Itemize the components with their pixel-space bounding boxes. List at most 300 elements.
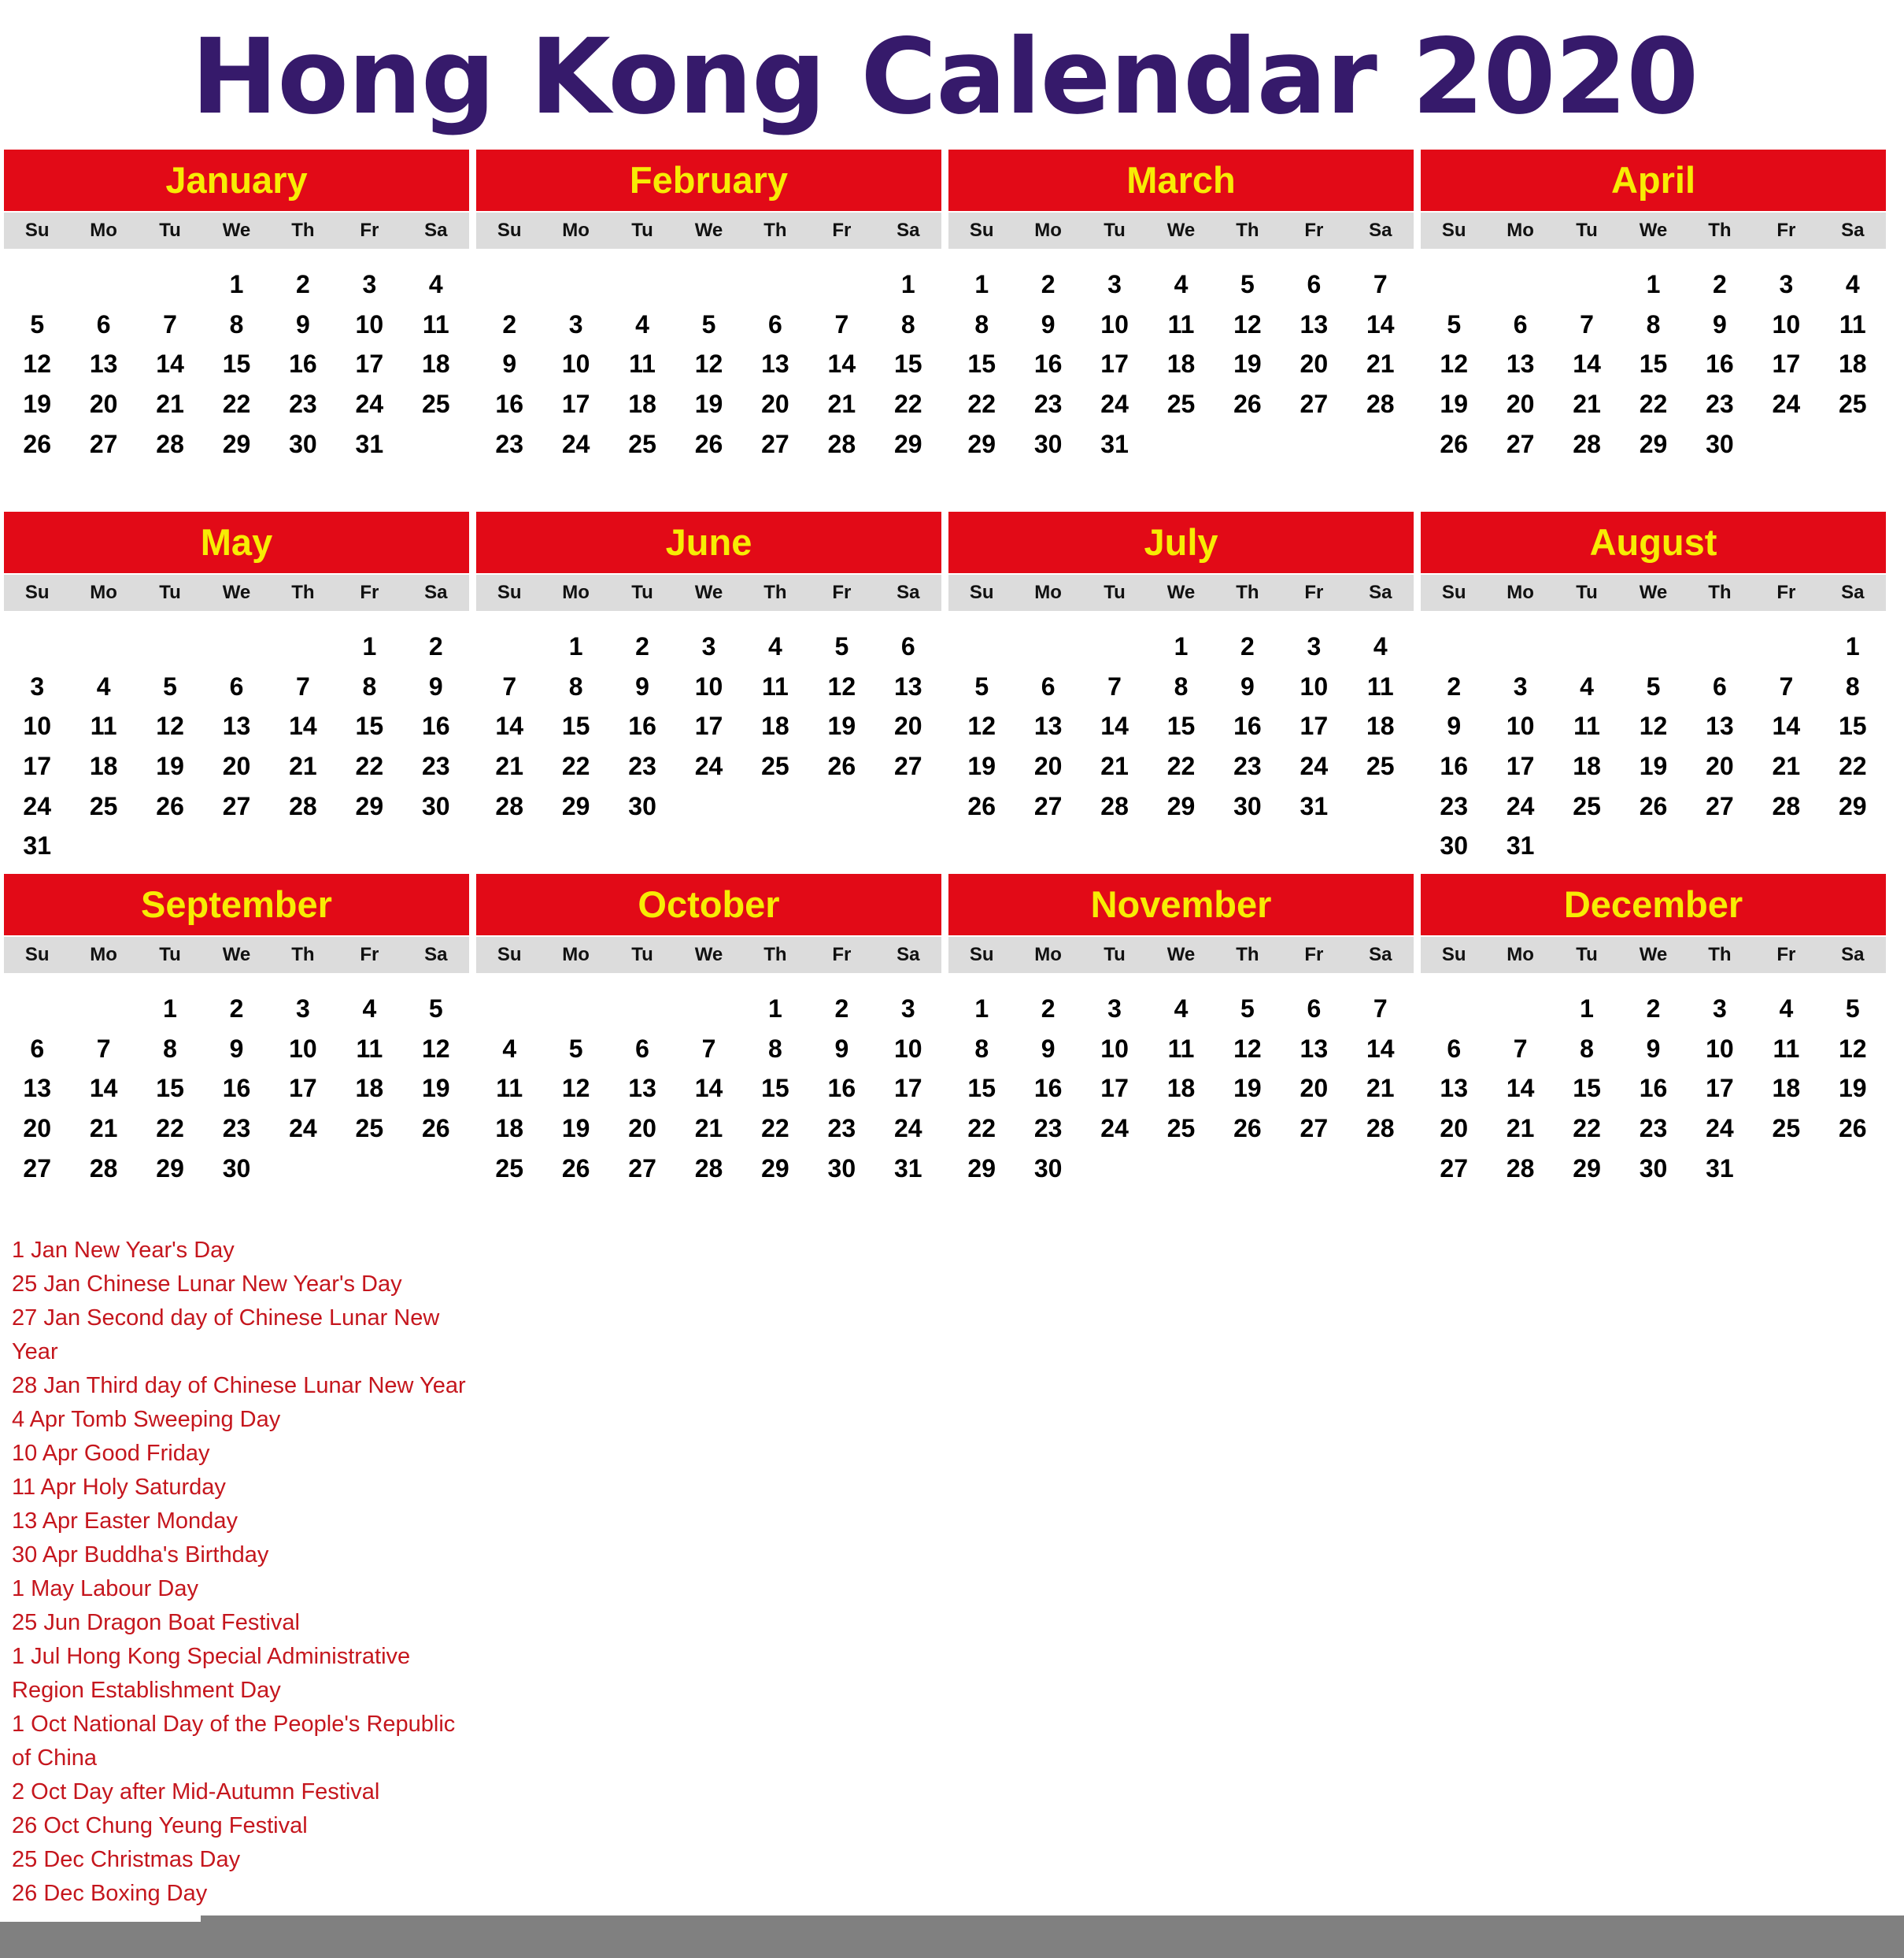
day-cell: 24 xyxy=(893,1114,922,1143)
day-cell: 2 xyxy=(1713,270,1727,298)
day-cell: 14 xyxy=(827,350,856,379)
day-blank xyxy=(270,627,336,667)
day-cell: 5 xyxy=(30,309,45,339)
day-cell: 4 xyxy=(362,994,377,1023)
day-cell: 26 xyxy=(827,752,856,781)
day-cell: 21 xyxy=(1506,1114,1535,1143)
day-blank xyxy=(1554,627,1620,667)
day-blank xyxy=(4,265,70,305)
day-cell: 7 xyxy=(1580,309,1594,339)
day-cell: 27 xyxy=(1506,429,1535,458)
day-cell: 11 xyxy=(1167,1034,1195,1063)
weekday-label: Tu xyxy=(1104,582,1126,603)
day-cell: 7 xyxy=(1779,672,1794,701)
day-cell: 13 xyxy=(1506,350,1535,379)
day-blank xyxy=(70,989,136,1029)
day-cell: 1 xyxy=(163,994,177,1023)
day-cell: 29 xyxy=(355,791,384,820)
day-cell: 16 xyxy=(1440,752,1468,781)
month-january xyxy=(4,150,469,512)
day-cell: 24 xyxy=(1506,791,1535,820)
weekday-label: Th xyxy=(763,944,787,965)
weekday-label: Fr xyxy=(360,582,379,603)
day-cell: 28 xyxy=(1573,429,1601,458)
holiday-item: 30 Apr Buddha's Birthday xyxy=(12,1542,269,1568)
day-blank xyxy=(808,265,874,305)
weekday-label: Su xyxy=(497,582,522,603)
day-blank xyxy=(4,627,70,667)
day-grid xyxy=(476,989,941,1188)
day-cell: 3 xyxy=(296,994,310,1023)
day-cell: 29 xyxy=(222,429,251,458)
weekday-header-row xyxy=(948,937,1414,973)
day-cell: 11 xyxy=(1167,309,1195,339)
day-cell: 23 xyxy=(421,752,450,781)
day-cell: 4 xyxy=(635,309,649,339)
day-cell: 1 xyxy=(229,270,244,298)
month-name: June xyxy=(476,512,941,573)
holiday-item: 26 Dec Boxing Day xyxy=(12,1881,208,1906)
day-blank xyxy=(137,265,203,305)
day-cell: 19 xyxy=(23,390,51,419)
day-blank xyxy=(476,265,542,305)
day-cell: 24 xyxy=(694,752,723,781)
day-cell: 9 xyxy=(1240,672,1255,701)
day-blank xyxy=(609,989,675,1029)
day-cell: 30 xyxy=(1440,831,1468,861)
holiday-item: 2 Oct Day after Mid-Autumn Festival xyxy=(12,1779,380,1804)
weekday-label: We xyxy=(694,582,723,603)
day-cell: 20 xyxy=(893,712,922,741)
weekday-label: Tu xyxy=(159,220,181,241)
day-blank xyxy=(1487,265,1553,305)
day-cell: 4 xyxy=(1779,994,1794,1023)
day-cell: 15 xyxy=(893,350,922,379)
day-cell: 10 xyxy=(1100,1034,1129,1063)
day-cell: 28 xyxy=(495,791,523,820)
day-cell: 8 xyxy=(362,672,377,701)
day-cell: 23 xyxy=(1639,1114,1668,1143)
holiday-list xyxy=(12,1234,468,1922)
day-blank xyxy=(476,627,542,667)
bottom-bar xyxy=(0,1915,1904,1958)
day-cell: 15 xyxy=(1573,1074,1601,1103)
day-cell: 22 xyxy=(355,752,384,781)
day-cell: 7 xyxy=(701,1034,716,1063)
day-cell: 12 xyxy=(561,1074,590,1103)
day-cell: 20 xyxy=(1300,350,1329,379)
day-cell: 27 xyxy=(1033,791,1063,820)
day-cell: 10 xyxy=(1706,1034,1734,1063)
day-cell: 2 xyxy=(834,994,849,1023)
weekday-header-row xyxy=(4,213,469,249)
day-cell: 19 xyxy=(156,752,184,781)
day-cell: 3 xyxy=(30,672,45,701)
weekday-label: Th xyxy=(291,944,315,965)
day-cell: 30 xyxy=(289,429,317,458)
day-blank xyxy=(203,627,269,667)
day-cell: 1 xyxy=(974,270,989,298)
day-cell: 7 xyxy=(163,309,177,339)
holiday-item: 25 Dec Christmas Day xyxy=(12,1847,241,1872)
weekday-label: Mo xyxy=(562,582,590,603)
day-cell: 27 xyxy=(628,1153,656,1183)
weekday-label: We xyxy=(1166,582,1196,603)
weekday-label: Tu xyxy=(1576,944,1598,965)
day-grid xyxy=(476,627,941,826)
day-cell: 14 xyxy=(694,1074,723,1103)
day-cell: 5 xyxy=(428,994,443,1023)
day-cell: 15 xyxy=(222,350,251,379)
day-cell: 29 xyxy=(1573,1153,1601,1183)
day-cell: 8 xyxy=(900,309,915,339)
holiday-item: 11 Apr Holy Saturday xyxy=(12,1475,226,1500)
weekday-label: Th xyxy=(1236,220,1259,241)
day-blank xyxy=(137,627,203,667)
day-cell: 27 xyxy=(1300,390,1329,419)
day-cell: 12 xyxy=(421,1034,450,1063)
day-cell: 10 xyxy=(694,672,723,701)
weekday-label: Mo xyxy=(562,944,590,965)
day-cell: 26 xyxy=(1233,390,1262,419)
weekday-label: Th xyxy=(763,582,787,603)
day-cell: 19 xyxy=(1639,752,1668,781)
weekday-label: Mo xyxy=(1034,944,1062,965)
day-cell: 9 xyxy=(1713,309,1727,339)
day-cell: 5 xyxy=(701,309,716,339)
day-cell: 19 xyxy=(421,1074,450,1103)
day-cell: 10 xyxy=(893,1034,922,1063)
day-cell: 23 xyxy=(628,752,656,781)
day-cell: 12 xyxy=(1639,712,1668,741)
weekday-label: Fr xyxy=(832,582,852,603)
weekday-label: Fr xyxy=(1776,944,1796,965)
day-cell: 31 xyxy=(23,831,51,861)
day-cell: 11 xyxy=(1573,712,1600,741)
day-blank xyxy=(70,627,136,667)
day-cell: 27 xyxy=(1706,791,1734,820)
day-cell: 12 xyxy=(1838,1034,1867,1063)
day-cell: 3 xyxy=(900,994,915,1023)
day-cell: 21 xyxy=(156,390,184,419)
day-cell: 15 xyxy=(561,712,590,741)
day-cell: 11 xyxy=(629,350,656,379)
day-cell: 6 xyxy=(900,632,915,661)
day-grid xyxy=(1421,989,1886,1188)
day-cell: 25 xyxy=(1166,1114,1196,1143)
day-cell: 26 xyxy=(1639,791,1668,820)
weekday-label: Su xyxy=(1441,582,1466,603)
holiday-item: 25 Jun Dragon Boat Festival xyxy=(12,1610,300,1635)
day-blank xyxy=(542,989,608,1029)
day-cell: 21 xyxy=(1366,1074,1395,1103)
weekday-label: Su xyxy=(24,944,50,965)
day-cell: 9 xyxy=(229,1034,244,1063)
holiday-item: 13 Apr Easter Monday xyxy=(12,1508,238,1534)
day-cell: 28 xyxy=(694,1153,723,1183)
day-cell: 8 xyxy=(974,309,989,339)
day-grid xyxy=(948,627,1414,826)
day-cell: 25 xyxy=(421,390,450,419)
day-cell: 25 xyxy=(761,752,789,781)
day-cell: 24 xyxy=(561,429,590,458)
day-cell: 10 xyxy=(1506,712,1535,741)
weekday-label: Su xyxy=(969,220,994,241)
weekday-label: We xyxy=(694,220,723,241)
day-cell: 20 xyxy=(1033,752,1063,781)
day-cell: 26 xyxy=(694,429,723,458)
month-december xyxy=(1421,874,1886,1236)
day-cell: 16 xyxy=(1233,712,1262,741)
day-cell: 27 xyxy=(761,429,789,458)
weekday-label: Mo xyxy=(562,220,590,241)
weekday-header-row xyxy=(476,575,941,611)
day-cell: 23 xyxy=(1233,752,1262,781)
day-cell: 7 xyxy=(1107,672,1122,701)
day-cell: 29 xyxy=(761,1153,789,1183)
month-name: November xyxy=(948,874,1414,935)
day-cell: 11 xyxy=(1839,309,1866,339)
month-february xyxy=(476,150,941,512)
day-blank xyxy=(1753,627,1819,667)
day-cell: 8 xyxy=(568,672,583,701)
day-cell: 13 xyxy=(1300,309,1329,339)
day-cell: 9 xyxy=(428,672,443,701)
day-cell: 2 xyxy=(1240,632,1255,661)
day-cell: 7 xyxy=(1513,1034,1528,1063)
month-august xyxy=(1421,512,1886,874)
weekday-label: We xyxy=(222,582,251,603)
day-cell: 30 xyxy=(421,791,450,820)
day-cell: 21 xyxy=(495,752,523,781)
day-cell: 14 xyxy=(1366,309,1395,339)
day-cell: 2 xyxy=(1041,994,1056,1023)
day-cell: 10 xyxy=(1772,309,1801,339)
day-cell: 10 xyxy=(355,309,384,339)
weekday-label: Sa xyxy=(897,944,920,965)
day-cell: 9 xyxy=(834,1034,849,1063)
day-cell: 28 xyxy=(89,1153,118,1183)
day-cell: 15 xyxy=(761,1074,789,1103)
day-cell: 12 xyxy=(827,672,856,701)
day-cell: 27 xyxy=(23,1153,51,1183)
weekday-label: Sa xyxy=(897,220,920,241)
day-cell: 27 xyxy=(893,752,922,781)
day-cell: 22 xyxy=(222,390,251,419)
weekday-header-row xyxy=(1421,575,1886,611)
day-blank xyxy=(1015,627,1081,667)
day-cell: 22 xyxy=(1166,752,1196,781)
day-cell: 19 xyxy=(561,1114,590,1143)
day-cell: 3 xyxy=(1713,994,1727,1023)
day-grid xyxy=(1421,627,1886,866)
day-cell: 28 xyxy=(289,791,317,820)
day-cell: 17 xyxy=(1506,752,1535,781)
day-cell: 2 xyxy=(1041,270,1056,298)
day-cell: 1 xyxy=(1646,270,1661,298)
day-cell: 25 xyxy=(1573,791,1601,820)
day-cell: 28 xyxy=(827,429,856,458)
holiday-item: 1 Oct National Day of the People's Republic of China xyxy=(12,1712,456,1771)
weekday-label: Tu xyxy=(631,582,653,603)
day-cell: 26 xyxy=(967,791,996,820)
day-cell: 30 xyxy=(1233,791,1262,820)
day-cell: 20 xyxy=(23,1114,51,1143)
day-cell: 3 xyxy=(1513,672,1528,701)
day-cell: 22 xyxy=(967,390,996,419)
day-cell: 3 xyxy=(568,309,583,339)
day-cell: 10 xyxy=(23,712,51,741)
day-cell: 21 xyxy=(1366,350,1395,379)
day-cell: 24 xyxy=(1300,752,1329,781)
day-cell: 8 xyxy=(229,309,244,339)
day-blank xyxy=(1687,627,1753,667)
day-cell: 4 xyxy=(502,1034,517,1063)
day-cell: 9 xyxy=(635,672,649,701)
day-cell: 14 xyxy=(1772,712,1801,741)
weekday-label: Fr xyxy=(832,944,852,965)
day-cell: 8 xyxy=(1845,672,1860,701)
day-cell: 15 xyxy=(1166,712,1196,741)
day-cell: 30 xyxy=(827,1153,856,1183)
holiday-item: 28 Jan Third day of Chinese Lunar New Year xyxy=(12,1373,466,1398)
day-cell: 24 xyxy=(1772,390,1801,419)
day-cell: 3 xyxy=(1307,632,1322,661)
day-cell: 29 xyxy=(967,429,996,458)
weekday-label: Mo xyxy=(90,582,117,603)
day-cell: 18 xyxy=(761,712,789,741)
month-september xyxy=(4,874,469,1236)
day-cell: 13 xyxy=(893,672,922,701)
day-cell: 16 xyxy=(222,1074,251,1103)
day-blank xyxy=(1421,265,1487,305)
day-cell: 5 xyxy=(1447,309,1462,339)
day-cell: 23 xyxy=(1033,1114,1063,1143)
day-cell: 21 xyxy=(289,752,317,781)
day-cell: 23 xyxy=(1033,390,1063,419)
weekday-label: Sa xyxy=(1841,582,1865,603)
month-name: September xyxy=(4,874,469,935)
month-name: January xyxy=(4,150,469,211)
day-cell: 22 xyxy=(156,1114,184,1143)
day-cell: 4 xyxy=(1174,994,1189,1023)
day-cell: 24 xyxy=(1100,1114,1129,1143)
day-cell: 30 xyxy=(1706,429,1734,458)
day-cell: 25 xyxy=(355,1114,384,1143)
weekday-label: Sa xyxy=(1841,944,1865,965)
weekday-label: Fr xyxy=(1776,582,1796,603)
weekday-header-row xyxy=(476,213,941,249)
day-cell: 26 xyxy=(1440,429,1468,458)
day-grid xyxy=(4,265,469,464)
day-blank xyxy=(1487,989,1553,1029)
day-cell: 12 xyxy=(967,712,996,741)
weekday-header-row xyxy=(4,575,469,611)
day-cell: 17 xyxy=(1100,1074,1129,1103)
day-cell: 13 xyxy=(1440,1074,1468,1103)
day-cell: 6 xyxy=(635,1034,649,1063)
day-cell: 15 xyxy=(1838,712,1867,741)
day-cell: 26 xyxy=(421,1114,450,1143)
day-cell: 14 xyxy=(1506,1074,1535,1103)
weekday-label: Fr xyxy=(832,220,852,241)
day-cell: 22 xyxy=(967,1114,996,1143)
holiday-item: 1 Jan New Year's Day xyxy=(12,1238,235,1263)
day-cell: 22 xyxy=(561,752,590,781)
day-cell: 16 xyxy=(1033,1074,1063,1103)
weekday-label: Th xyxy=(1708,220,1732,241)
day-cell: 17 xyxy=(1706,1074,1734,1103)
weekday-label: Th xyxy=(1236,944,1259,965)
holiday-item: 4 Apr Tomb Sweeping Day xyxy=(12,1407,281,1432)
day-cell: 28 xyxy=(1366,1114,1395,1143)
weekday-header-row xyxy=(948,213,1414,249)
weekday-label: Sa xyxy=(897,582,920,603)
day-blank xyxy=(675,989,741,1029)
day-cell: 30 xyxy=(222,1153,251,1183)
weekday-label: Fr xyxy=(1304,582,1324,603)
day-cell: 7 xyxy=(1373,994,1388,1023)
day-blank xyxy=(948,627,1015,667)
day-cell: 28 xyxy=(1366,390,1395,419)
day-cell: 27 xyxy=(222,791,251,820)
day-cell: 12 xyxy=(156,712,184,741)
weekday-label: Su xyxy=(1441,220,1466,241)
day-cell: 24 xyxy=(1100,390,1129,419)
day-cell: 8 xyxy=(1174,672,1189,701)
day-cell: 18 xyxy=(1166,1074,1196,1103)
day-cell: 19 xyxy=(1233,350,1262,379)
day-cell: 13 xyxy=(1706,712,1734,741)
day-cell: 6 xyxy=(1447,1034,1462,1063)
day-blank xyxy=(1487,627,1553,667)
holiday-item: 1 May Labour Day xyxy=(12,1576,198,1601)
day-cell: 19 xyxy=(967,752,996,781)
day-cell: 16 xyxy=(289,350,317,379)
weekday-label: Fr xyxy=(1304,944,1324,965)
day-cell: 24 xyxy=(355,390,384,419)
day-grid xyxy=(4,627,469,866)
day-cell: 30 xyxy=(628,791,656,820)
day-cell: 2 xyxy=(1646,994,1661,1023)
weekday-label: Su xyxy=(497,944,522,965)
day-cell: 3 xyxy=(1779,270,1794,298)
day-cell: 11 xyxy=(356,1034,383,1063)
day-cell: 7 xyxy=(96,1034,111,1063)
day-cell: 11 xyxy=(1773,1034,1800,1063)
day-cell: 19 xyxy=(1233,1074,1262,1103)
weekday-label: Th xyxy=(1236,582,1259,603)
day-cell: 29 xyxy=(967,1153,996,1183)
day-cell: 17 xyxy=(1100,350,1129,379)
weekday-label: Su xyxy=(1441,944,1466,965)
weekday-label: Fr xyxy=(360,220,379,241)
day-cell: 25 xyxy=(1772,1114,1801,1143)
weekday-label: Th xyxy=(291,582,315,603)
day-cell: 22 xyxy=(893,390,922,419)
month-april xyxy=(1421,150,1886,512)
day-cell: 6 xyxy=(1307,270,1322,298)
month-may xyxy=(4,512,469,874)
day-cell: 18 xyxy=(421,350,450,379)
weekday-label: We xyxy=(222,944,251,965)
day-cell: 8 xyxy=(163,1034,177,1063)
day-cell: 17 xyxy=(289,1074,317,1103)
day-grid xyxy=(4,989,469,1188)
day-cell: 2 xyxy=(428,632,443,661)
day-blank xyxy=(476,989,542,1029)
weekday-label: Sa xyxy=(424,944,448,965)
